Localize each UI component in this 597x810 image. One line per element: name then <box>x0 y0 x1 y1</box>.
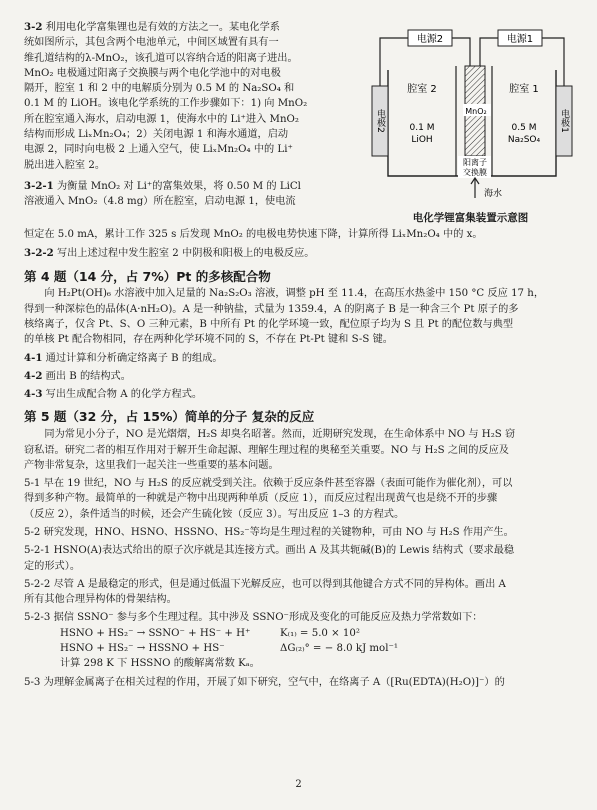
top-section <box>24 20 573 227</box>
q32-line: 0.1 M 的 LiOH。该电化学系统的工作步骤如下：1) 向 MnO₂ <box>24 98 308 110</box>
q32-text <box>24 20 358 227</box>
svg-text:交换膜: 交换膜 <box>463 168 487 177</box>
q5-para-line: 窃私语。研究二者的相互作用对于解开生命起源、理解生理过程的奥秘至关重要。NO 与 H₂S 之间的反应及 <box>24 444 509 456</box>
q51-line: 5-1 早在 19 世纪，NO 与 H₂S 的反应就受到关注。依赖于反应条件甚至容器（表面可能作为催化剂），可以 <box>24 478 513 490</box>
svg-text:0.1 M: 0.1 M <box>409 123 435 133</box>
calc-prompt: 计算 298 K 下 HSSNO 的酸解离常数 Kₐ。 <box>60 658 260 670</box>
electrochem-diagram <box>368 26 573 204</box>
svg-text:0.5 M: 0.5 M <box>511 123 537 133</box>
svg-text:Na₂SO₄: Na₂SO₄ <box>507 135 541 145</box>
q51-line: 得到多种产物。最简单的一种就是产物中出现两种单质（反应 1），而反应过程出现黄气也是绕不开的步骤 <box>24 493 498 505</box>
q32-line: 所在腔室通入海水，启动电源 1，使海水中的 Li⁺进入 MnO₂ <box>24 113 299 125</box>
electrode-2-label: 电极2 <box>375 109 385 133</box>
equation-row <box>60 626 573 641</box>
q5-title: 第 5 题（32 分，占 15%）简单的分子 复杂的反应 <box>24 409 315 425</box>
q4-para-line: 核络离子，仅含 Pt、S、O 三种元素，B 中所有 Pt 的化学环境一致，配位原子均为 S 且 Pt 的配位数与典型 <box>24 318 514 330</box>
q53: 5-3 为理解金属离子在相关过程的作用，开展了如下研究，空气中，在络离子 A（[Ru(EDTA)(H₂O)]⁻）的 <box>24 676 505 688</box>
power-1-label: 电源1 <box>506 34 534 45</box>
q522-line: 所有其他合理异构体的骨架结构。 <box>24 594 177 606</box>
q4-para-line: 的单核 Pt 配合物相同，存在两种化学环境不同的 S，不存在 Pt-Pt 键和 S-S 键。 <box>24 334 393 346</box>
q523: 5-2-3 据信 SSNO⁻ 参与多个生理过程。其中涉及 SSNO⁻形成及变化的可能反应及热力学常数如下： <box>24 612 483 624</box>
equation-left: HSNO + HS₂⁻ → HSSNO + HS⁻ <box>60 643 225 655</box>
q51-line: （反应 2），条件适当的时候，还会产生硫化铵（反应 3）。写出反应 1–3 的方程式。 <box>24 508 405 520</box>
q32-line: 脱出进入腔室 2。 <box>24 159 106 171</box>
chamber-1-label: 腔室 1 <box>509 84 539 95</box>
q32-line: 隔开，腔室 1 和 2 中的电解质分别为 0.5 M 的 Na₂SO₄ 和 <box>24 83 295 95</box>
q52: 5-2 研究发现，HNO、HSNO、HSSNO、HS₂⁻等均是生理过程的关键物种，可由 NO 与 H₂S 作用产生。 <box>24 527 514 538</box>
q522-line: 5-2-2 尽管 A 是最稳定的形式，但是通过低温下光解反应，也可以得到其他键合方式不同的异构体。画出 A <box>24 578 506 590</box>
seawater-label: 海水 <box>484 189 503 199</box>
q521-line: 定的形式）。 <box>24 560 81 572</box>
equation-right: K₍₁₎ = 5.0 × 10² <box>280 627 360 639</box>
membrane-label: 阳离子 <box>463 158 487 167</box>
figure <box>368 20 573 227</box>
equation-left: HSNO + HS₂⁻ → SSNO⁻ + HS⁻ + H⁺ <box>60 627 251 639</box>
q32-line: 电源 2，同时向电极 2 上通入空气，使 LiₓMn₂O₄ 中的 Li⁺ <box>24 144 293 156</box>
q32-line: MnO₂ 电极通过阳离子交换膜与两个电化学池中的对电极 <box>24 67 281 79</box>
q4-item: 4-1 通过计算和分析确定络离子 B 的组成。 <box>24 351 223 364</box>
q4-para-line: 得到一种深棕色的晶体(A·nH₂O)。A 是一种钠盐，式量为 1359.4，A 的阴离子 B 是一种含三个 Pt 原子的多 <box>24 303 519 315</box>
svg-text:LiOH: LiOH <box>411 135 433 145</box>
q321-line: 3-2-1 为衡量 MnO₂ 对 Li⁺的富集效果，将 0.50 M 的 LiCl <box>24 179 301 192</box>
q32-line: 结构而形成 LiₓMn₂O₄；2）关闭电源 1 和海水通道，启动 <box>24 129 289 141</box>
q32-line: 统如图所示，其包含两个电池单元，中间区域置有具有一 <box>24 37 279 49</box>
figure-caption: 电化学锂富集装置示意图 <box>412 212 529 225</box>
q321-line: 溶液通入 MnO₂（4.8 mg）所在腔室，启动电源 1，使电流 <box>24 196 296 208</box>
q5-para-line: 同为常见小分子，NO 是光熠熠，H₂S 却臭名昭著。然而，近期研究发现，在生命体系中 NO 与 H₂S 窃 <box>44 429 516 441</box>
electrode-1-label: 电极1 <box>559 109 569 133</box>
q4-title: 第 4 题（14 分，占 7%）Pt 的多核配合物 <box>24 268 271 284</box>
q4-item: 4-2 画出 B 的结构式。 <box>24 369 131 382</box>
q4-para-line: 向 H₂Pt(OH)₆ 水溶液中加入足量的 Na₂S₂O₃ 溶液，调整 pH 至 11.4，在高压水热釜中 150 °C 反应 17 h， <box>44 288 545 300</box>
q521-line: 5-2-1 HSNO(A)表达式给出的原子次序就是其连接方式。画出 A 及其共轭碱(B)的 Lewis 结构式（要求最稳 <box>24 545 515 557</box>
chamber-2-label: 腔室 2 <box>407 84 437 95</box>
page-number: 2 <box>295 779 302 790</box>
equation-right: ΔG₍₂₎° = − 8.0 kJ mol⁻¹ <box>280 643 398 655</box>
power-2-label: 电源2 <box>416 34 444 45</box>
q5-para-line: 产物非常复杂，这里我们一起关注一些重要的基本问题。 <box>24 459 279 471</box>
q32-line: 维孔道结构的λ-MnO₂，该孔道可以容纳合适的阳离子进出。 <box>24 52 298 64</box>
mno2-label: MnO₂ <box>465 107 487 116</box>
q321-line: 恒定在 5.0 mA，累计工作 325 s 后发现 MnO₂ 的电极电势快速下降，计算所得 LiₓMn₂O₄ 中的 x。 <box>24 229 483 241</box>
q322: 3-2-2 写出上述过程中发生腔室 2 中阴极和阳极上的电极反应。 <box>24 247 315 260</box>
q32-line: 3-2 利用电化学富集锂也是有效的方法之一。某电化学系 <box>24 21 280 33</box>
equation-row <box>60 641 573 656</box>
q32-label: 3-2 <box>24 21 43 33</box>
q4-item: 4-3 写出生成配合物 A 的化学方程式。 <box>24 388 203 401</box>
